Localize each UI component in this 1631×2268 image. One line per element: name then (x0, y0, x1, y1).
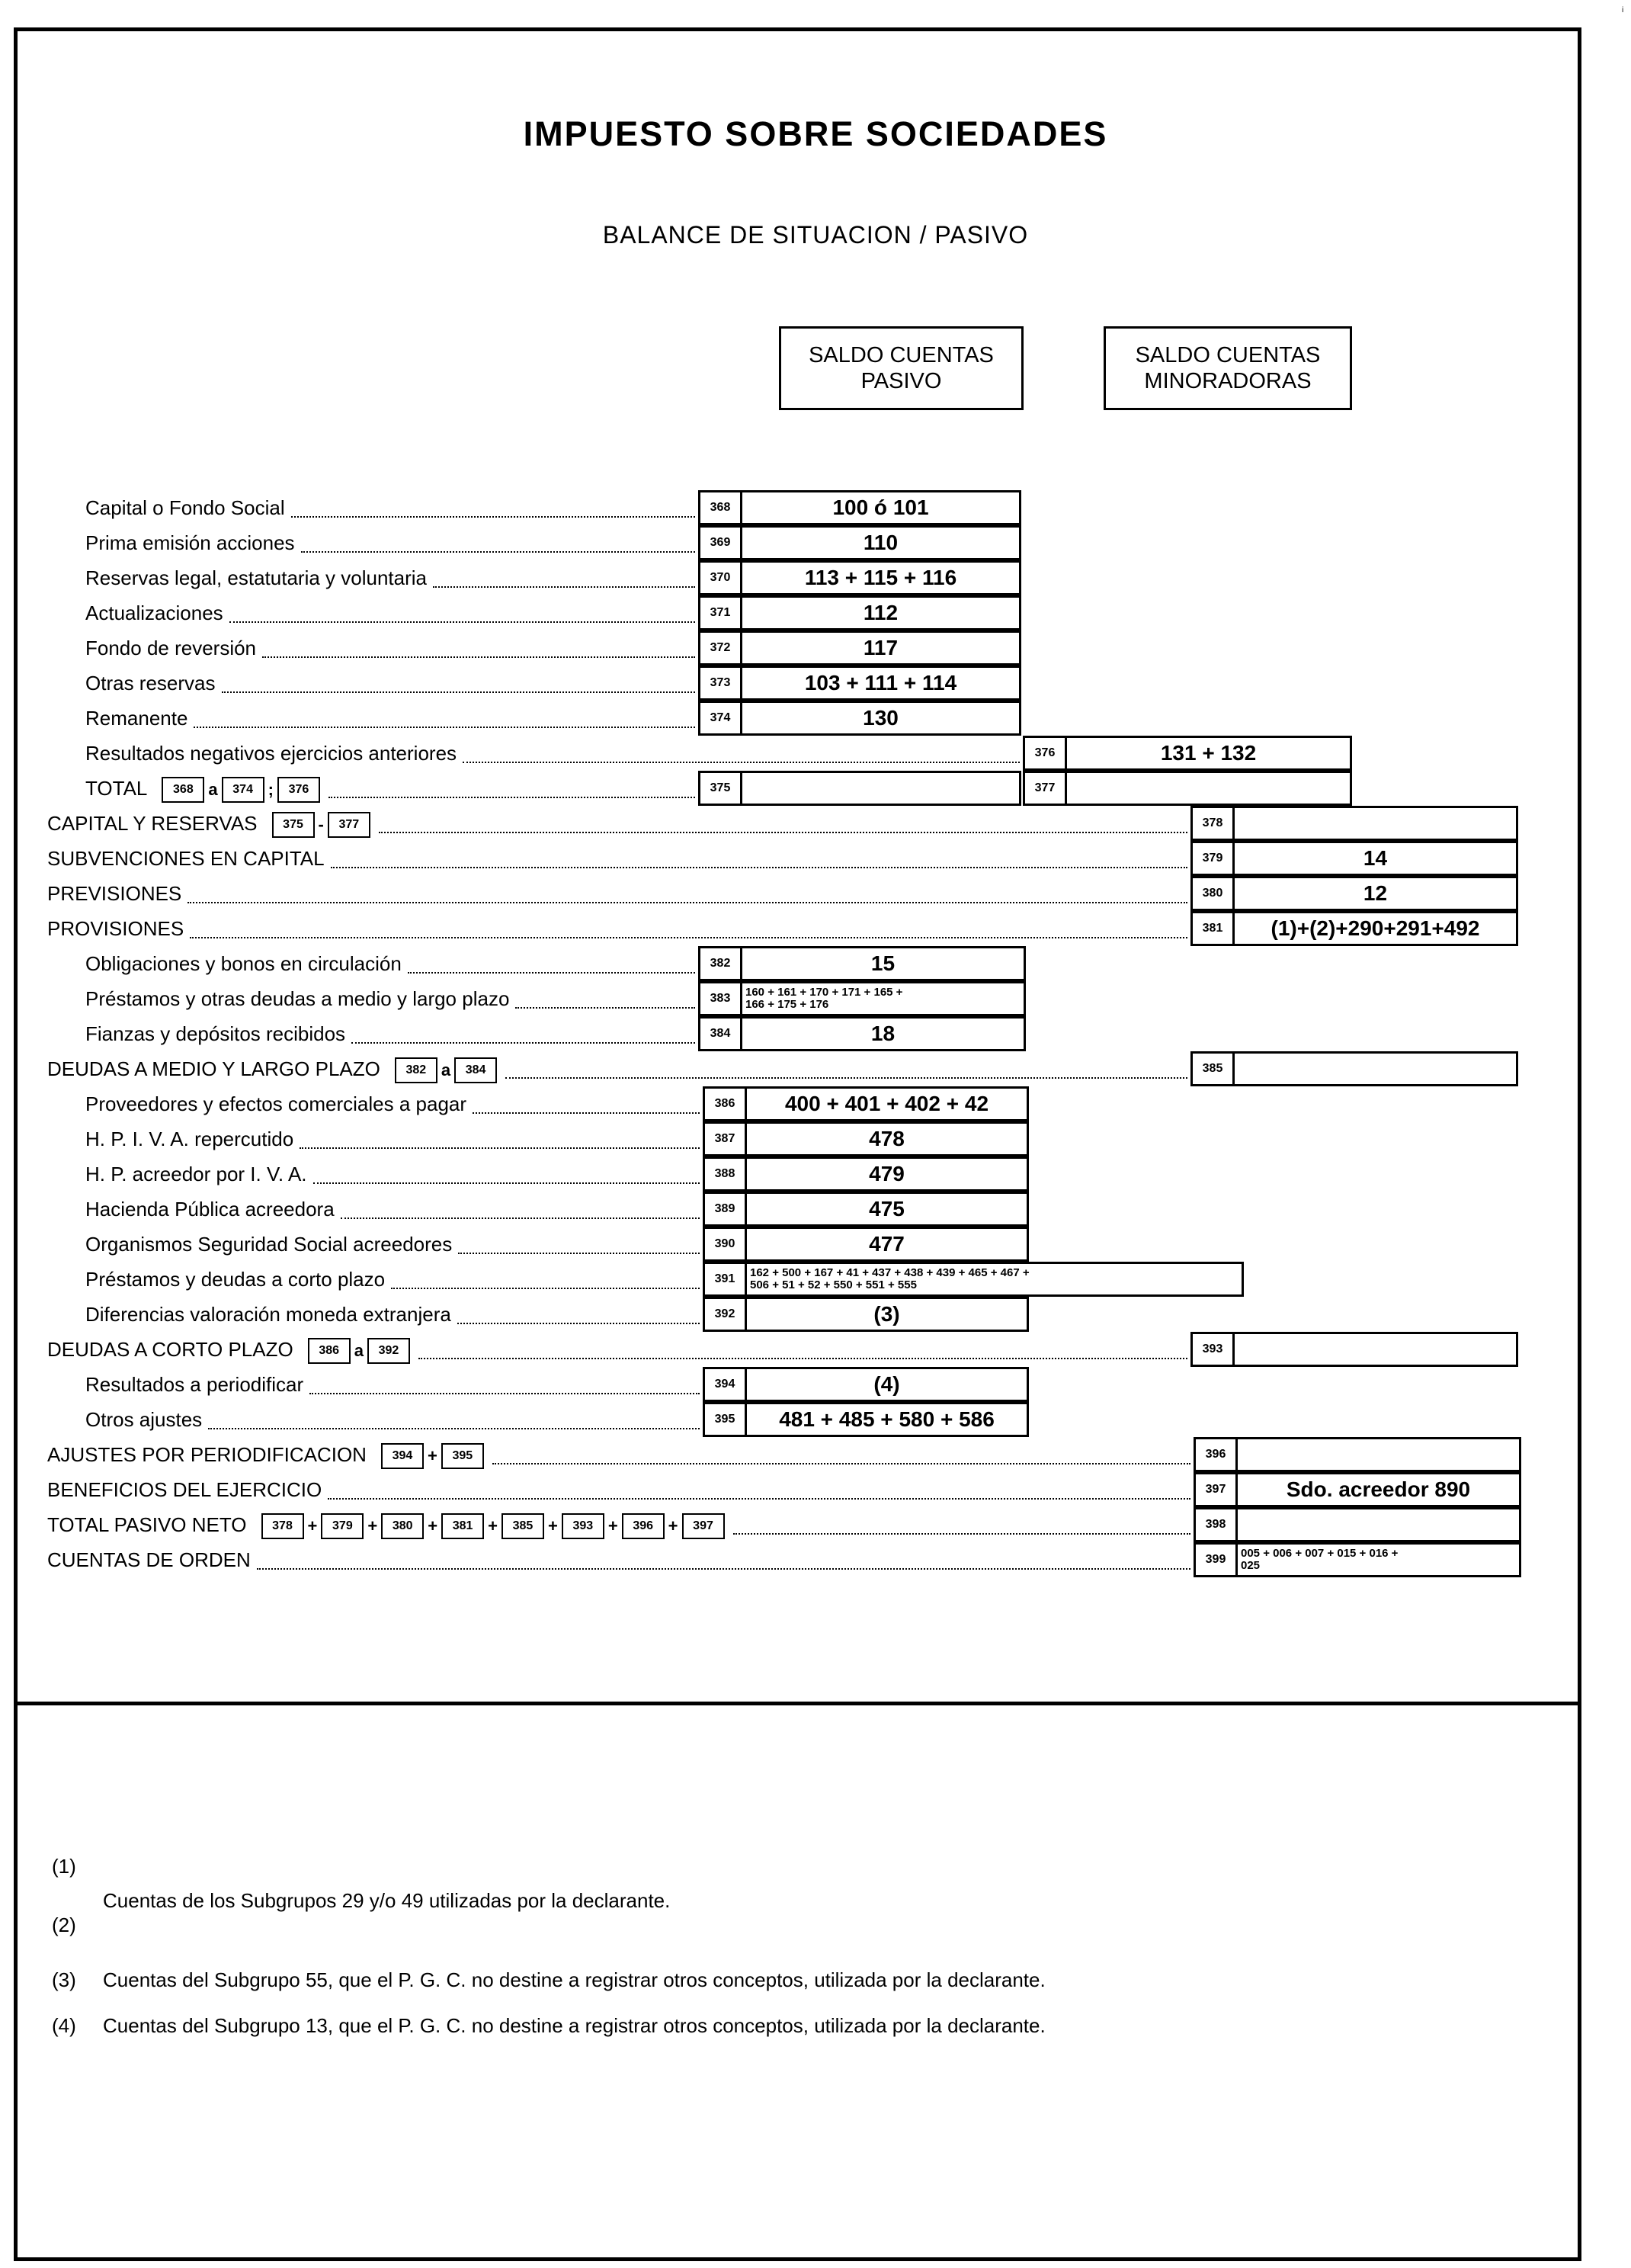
dot-leader (262, 656, 695, 658)
field-value: 160 + 161 + 170 + 171 + 165 + 166 + 175 + 176 (745, 986, 903, 1011)
row-label (47, 1478, 322, 1502)
dot-leader (187, 902, 1187, 903)
row-label (85, 987, 509, 1011)
formula-operator: + (307, 1516, 318, 1536)
dot-leader (351, 1042, 695, 1044)
row-label-text: PROVISIONES (47, 917, 184, 940)
row-label-text: TOTAL PASIVO NETO (47, 1513, 247, 1536)
dot-leader (473, 1112, 700, 1114)
formula-operator: a (208, 780, 218, 800)
row-label-text: Diferencias valoración moneda extranjera (85, 1303, 451, 1326)
field-box-385[interactable] (1190, 1051, 1518, 1086)
field-value: 100 ó 101 (832, 496, 929, 519)
field-box-382[interactable] (698, 946, 1026, 981)
ref-box: 393 (562, 1513, 604, 1539)
dot-leader (291, 516, 695, 518)
row-label-text: Hacienda Pública acreedora (85, 1198, 335, 1221)
row-label-text: Proveedores y efectos comerciales a pagar (85, 1092, 467, 1115)
ref-box: 384 (454, 1057, 497, 1083)
note-text-1-2: Cuentas de los Subgrupos 29 y/o 49 utilizadas por la declarante. (103, 1889, 671, 1912)
field-code: 369 (700, 528, 742, 558)
row-label-text: Otras reservas (85, 672, 216, 695)
field-value: 103 + 111 + 114 (804, 671, 957, 695)
formula-operator: + (547, 1516, 558, 1536)
row-label (85, 707, 187, 730)
field-box-380[interactable] (1190, 876, 1518, 911)
ref-box: 375 (272, 812, 315, 838)
field-box-377[interactable] (1023, 771, 1352, 806)
row-label (85, 1373, 303, 1397)
field-value: Sdo. acreedor 890 (1286, 1477, 1471, 1501)
row-label (85, 1303, 451, 1326)
note-text-4: Cuentas del Subgrupo 13, que el P. G. C. no destine a registrar otros conceptos, utilizada por la declarante. (103, 2014, 1046, 2037)
field-box-370[interactable] (698, 560, 1021, 595)
formula-operator: + (668, 1516, 678, 1536)
header-saldo-pasivo (779, 326, 1024, 410)
field-value: 478 (869, 1127, 905, 1150)
row-label (47, 882, 181, 906)
ref-box: 392 (367, 1338, 410, 1364)
field-code: 390 (705, 1229, 747, 1259)
ref-box: 380 (381, 1513, 424, 1539)
row-label (47, 812, 373, 838)
field-code: 372 (700, 633, 742, 663)
dot-leader (733, 1533, 1190, 1535)
row-label-text: H. P. I. V. A. repercutido (85, 1128, 294, 1150)
field-value: (1)+(2)+290+291+492 (1271, 916, 1480, 940)
field-box-374[interactable] (698, 701, 1021, 736)
dot-leader (190, 937, 1187, 938)
ref-box: 379 (321, 1513, 364, 1539)
field-box-390[interactable] (703, 1227, 1029, 1262)
dot-leader (379, 832, 1187, 833)
dot-leader (301, 551, 695, 553)
row-label (85, 1022, 345, 1046)
ref-box: 396 (622, 1513, 665, 1539)
field-value (1235, 808, 1516, 839)
field-value: 477 (869, 1232, 905, 1256)
ref-box: 374 (222, 777, 264, 803)
field-code: 393 (1193, 1334, 1235, 1365)
row-label-text: Actualizaciones (85, 601, 223, 624)
formula-operator: + (488, 1516, 498, 1536)
field-value: 131 + 132 (1160, 741, 1257, 765)
formula-operator: + (367, 1516, 378, 1536)
ref-box: 386 (308, 1338, 351, 1364)
ref-box: 368 (162, 777, 204, 803)
row-label (85, 1233, 452, 1256)
dot-leader (408, 972, 695, 974)
dot-leader (309, 1393, 700, 1394)
row-label-text: Prima emisión acciones (85, 531, 295, 554)
field-value: 475 (869, 1197, 905, 1221)
dot-leader (208, 1428, 700, 1429)
field-value: 479 (869, 1162, 905, 1185)
formula-operator: ; (268, 780, 274, 800)
row-label-text: TOTAL (85, 777, 148, 800)
field-value (1238, 1509, 1519, 1540)
field-code: 389 (705, 1194, 747, 1224)
row-label-text: Reservas legal, estatutaria y voluntaria (85, 566, 428, 589)
field-box-396[interactable] (1194, 1437, 1521, 1472)
field-value: 005 + 006 + 007 + 015 + 016 + 025 (1241, 1547, 1399, 1572)
dot-leader (257, 1568, 1190, 1570)
field-value (1235, 1054, 1516, 1084)
field-value: 18 (870, 1022, 896, 1045)
row-label (85, 1163, 307, 1186)
field-box-379[interactable] (1190, 841, 1518, 876)
field-value: 12 (1363, 881, 1388, 905)
dot-leader (463, 762, 1020, 763)
formula-refs (393, 1057, 499, 1080)
form-subtitle: BALANCE DE SITUACION / PASIVO (602, 221, 1029, 249)
field-box-387[interactable] (703, 1121, 1029, 1156)
row-label (47, 917, 184, 941)
note-marker-1: (1) (52, 1855, 76, 1878)
ref-box: 376 (277, 777, 320, 803)
dot-leader (391, 1288, 700, 1289)
row-label-text: Remanente (85, 707, 188, 730)
field-code: 396 (1196, 1439, 1238, 1470)
field-code: 373 (700, 668, 742, 698)
field-box-381[interactable] (1190, 911, 1518, 946)
field-code: 368 (700, 492, 742, 523)
field-code: 395 (705, 1404, 747, 1435)
row-label (47, 1057, 499, 1083)
formula-refs (306, 1338, 412, 1361)
note-marker-3: (3) (52, 1968, 76, 1991)
row-label-text: Préstamos y deudas a corto plazo (85, 1268, 386, 1291)
field-box-376[interactable] (1023, 736, 1352, 771)
formula-operator: a (354, 1341, 364, 1361)
field-box-398[interactable] (1194, 1507, 1521, 1542)
header-saldo-minoradoras (1104, 326, 1352, 410)
form-title: IMPUESTO SOBRE SOCIEDADES (523, 114, 1108, 153)
ref-box: 377 (328, 812, 370, 838)
row-label-text: DEUDAS A CORTO PLAZO (47, 1338, 293, 1361)
dot-leader (505, 1077, 1187, 1079)
field-code: 387 (705, 1124, 747, 1154)
row-label-text: DEUDAS A MEDIO Y LARGO PLAZO (47, 1057, 380, 1080)
dot-leader (331, 867, 1187, 868)
field-box-397[interactable] (1194, 1472, 1521, 1507)
field-code: 385 (1193, 1054, 1235, 1084)
field-value (742, 773, 1019, 804)
field-value: 162 + 500 + 167 + 41 + 437 + 438 + 439 + 465 + 467 + 506 + 51 + 52 + 550 + 551 + 555 (750, 1266, 1030, 1291)
field-code: 379 (1193, 843, 1235, 874)
field-box-394[interactable] (703, 1367, 1029, 1402)
row-label (47, 1338, 412, 1364)
formula-operator: - (318, 815, 324, 835)
field-code: 397 (1196, 1474, 1238, 1505)
row-label-text: Capital o Fondo Social (85, 496, 285, 519)
field-box-386[interactable] (703, 1086, 1029, 1121)
field-value: (4) (873, 1372, 900, 1396)
dot-leader (515, 1007, 695, 1009)
dot-leader (458, 1253, 700, 1254)
field-code: 374 (700, 703, 742, 733)
note-marker-2: (2) (52, 1914, 76, 1936)
row-label-text: CUENTAS DE ORDEN (47, 1548, 251, 1571)
ref-box: 378 (261, 1513, 304, 1539)
dot-leader (433, 586, 695, 588)
row-label-text: Organismos Seguridad Social acreedores (85, 1233, 453, 1256)
row-label (85, 601, 223, 625)
formula-refs (159, 777, 322, 800)
dot-leader (328, 1498, 1190, 1500)
field-box-392[interactable] (703, 1297, 1029, 1332)
row-label-text: Fondo de reversión (85, 637, 257, 659)
formula-refs (259, 1513, 727, 1536)
field-value: 14 (1363, 846, 1388, 870)
dot-leader (229, 621, 695, 623)
field-value: 112 (863, 601, 899, 624)
field-code: 370 (700, 563, 742, 593)
dot-leader (418, 1358, 1187, 1359)
field-value (1067, 773, 1350, 804)
field-box-389[interactable] (703, 1192, 1029, 1227)
row-label-text: Otros ajustes (85, 1408, 203, 1431)
field-value: 15 (870, 951, 896, 975)
note-marker-4: (4) (52, 2014, 76, 2037)
field-box-391[interactable] (703, 1262, 1244, 1297)
field-code: 382 (700, 948, 742, 979)
field-box-368[interactable] (698, 490, 1021, 525)
field-code: 399 (1196, 1545, 1238, 1575)
row-label-text: AJUSTES POR PERIODIFICACION (47, 1443, 367, 1466)
field-code: 394 (705, 1369, 747, 1400)
field-box-369[interactable] (698, 525, 1021, 560)
formula-refs (270, 812, 373, 835)
dot-leader (457, 1323, 700, 1324)
row-label (85, 1092, 466, 1116)
field-code: 383 (700, 983, 742, 1014)
row-label-text: CAPITAL Y RESERVAS (47, 812, 258, 835)
ref-box: 385 (501, 1513, 544, 1539)
row-label (85, 496, 285, 520)
field-code: 384 (700, 1019, 742, 1049)
field-box-383[interactable] (698, 981, 1026, 1016)
field-value (1235, 1334, 1516, 1365)
field-code: 391 (705, 1264, 747, 1294)
row-label (85, 637, 256, 660)
row-label-text: SUBVENCIONES EN CAPITAL (47, 847, 325, 870)
ref-box: 381 (441, 1513, 484, 1539)
row-label (85, 566, 427, 590)
ref-box: 382 (395, 1057, 437, 1083)
note-text-3: Cuentas del Subgrupo 55, que el P. G. C. no destine a registrar otros conceptos, utilizada por la declarante. (103, 1968, 1046, 1991)
field-box-388[interactable] (703, 1156, 1029, 1192)
row-label (47, 1548, 251, 1572)
field-code: 371 (700, 598, 742, 628)
field-code: 377 (1025, 773, 1067, 804)
dot-leader (492, 1463, 1190, 1464)
field-box-393[interactable] (1190, 1332, 1518, 1367)
field-code: 380 (1193, 878, 1235, 909)
row-label (85, 777, 322, 803)
row-label (47, 847, 325, 871)
field-box-372[interactable] (698, 630, 1021, 666)
formula-operator: + (427, 1446, 437, 1466)
field-value: 110 (863, 531, 899, 554)
dot-leader (313, 1182, 700, 1184)
field-value: 400 + 401 + 402 + 42 (784, 1092, 989, 1115)
row-label-text: Préstamos y otras deudas a medio y largo plazo (85, 987, 510, 1010)
formula-operator: + (428, 1516, 438, 1536)
field-code: 376 (1025, 738, 1067, 768)
row-label-text: Resultados negativos ejercicios anteriores (85, 742, 457, 765)
field-code: 398 (1196, 1509, 1238, 1540)
row-label (85, 952, 402, 976)
row-label (85, 672, 216, 695)
row-label (85, 1268, 385, 1291)
dot-leader (300, 1147, 700, 1149)
corner-mark: i (1622, 6, 1624, 14)
row-label (85, 531, 295, 555)
row-label-text: Fianzas y depósitos recibidos (85, 1022, 346, 1045)
field-value: (3) (873, 1302, 900, 1326)
row-label (85, 1198, 335, 1221)
dot-leader (194, 727, 695, 728)
field-code: 392 (705, 1299, 747, 1330)
header-saldo-minoradoras-label: SALDO CUENTAS MINORADORAS (1135, 343, 1321, 393)
dot-leader (328, 797, 695, 798)
row-label (85, 1128, 293, 1151)
row-label (85, 1408, 202, 1432)
field-value: 113 + 115 + 116 (804, 566, 957, 589)
field-box-373[interactable] (698, 666, 1021, 701)
field-code: 378 (1193, 808, 1235, 839)
header-saldo-pasivo-label: SALDO CUENTAS PASIVO (809, 343, 994, 393)
row-label (47, 1513, 727, 1539)
row-label-text: BENEFICIOS DEL EJERCICIO (47, 1478, 322, 1501)
field-value: 130 (863, 706, 899, 730)
field-box-371[interactable] (698, 595, 1021, 630)
row-label-text: Resultados a periodificar (85, 1373, 304, 1396)
field-box-384[interactable] (698, 1016, 1026, 1051)
row-label-text: PREVISIONES (47, 882, 182, 905)
field-box-399[interactable] (1194, 1542, 1521, 1577)
field-box-375[interactable] (698, 771, 1021, 806)
field-code: 381 (1193, 913, 1235, 944)
field-box-378[interactable] (1190, 806, 1518, 841)
field-code: 375 (700, 773, 742, 804)
row-label-text: Obligaciones y bonos en circulación (85, 952, 402, 975)
formula-operator: a (441, 1060, 451, 1080)
ref-box: 395 (441, 1443, 484, 1469)
field-value: 117 (863, 636, 899, 659)
dot-leader (341, 1217, 700, 1219)
field-value: 481 + 485 + 580 + 586 (779, 1407, 995, 1431)
field-box-395[interactable] (703, 1402, 1029, 1437)
row-label (47, 1443, 486, 1469)
field-code: 388 (705, 1159, 747, 1189)
formula-refs (379, 1443, 486, 1466)
field-value (1238, 1439, 1519, 1470)
field-code: 386 (705, 1089, 747, 1119)
ref-box: 394 (381, 1443, 424, 1469)
row-label-text: H. P. acreedor por I. V. A. (85, 1163, 307, 1185)
row-label (85, 742, 457, 765)
notes-separator (14, 1702, 1581, 1705)
dot-leader (222, 691, 695, 693)
ref-box: 397 (682, 1513, 725, 1539)
formula-operator: + (607, 1516, 618, 1536)
